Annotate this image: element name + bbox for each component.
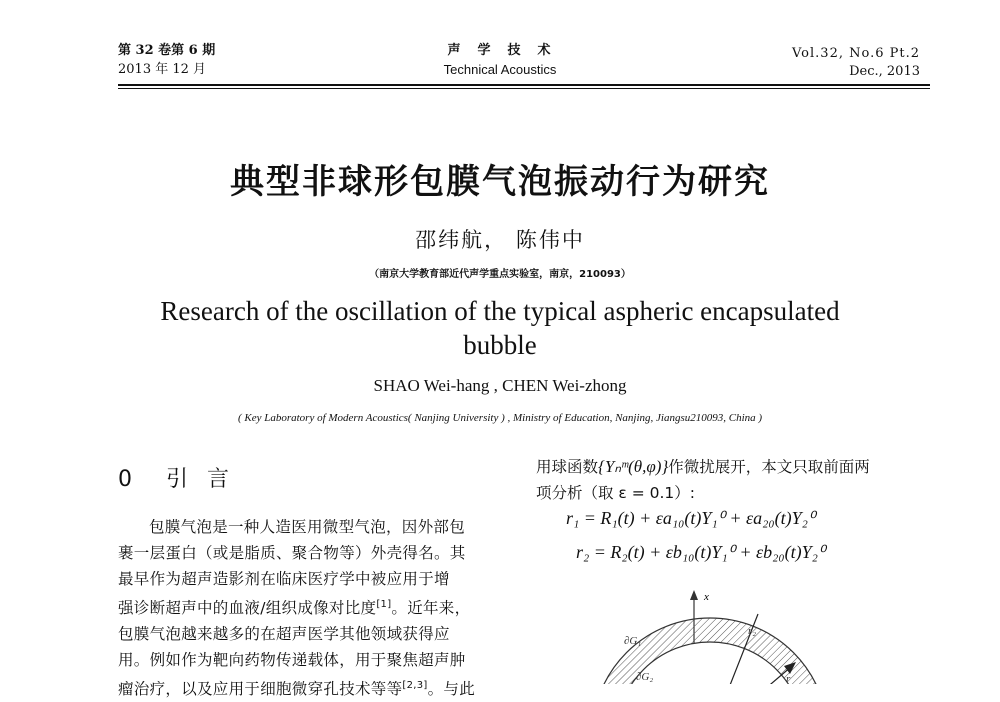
header-volume-cn: 第 32 卷第 6 期: [118, 43, 216, 58]
affiliation-cn: （南京大学教育部近代声学重点实验室，南京，210093）: [369, 269, 631, 280]
authors-cn: 邵纬航， 陈伟中: [415, 228, 585, 252]
bubble-figure: [600, 586, 860, 684]
section-heading: 0 引 言: [118, 467, 235, 492]
authors-en: SHAO Wei-hang , CHEN Wei-zhong: [373, 376, 627, 395]
header-date-en: Dec., 2013: [849, 64, 920, 79]
header-rule-thick: [118, 84, 930, 86]
label-r: r: [786, 673, 791, 684]
header-journal-cn: 声 学 技 术: [447, 43, 553, 58]
intro-text: 瘤治疗，以及应用于细胞微穿孔技术等等: [118, 680, 403, 699]
intro-text: 强诊断超声中的血液/组织成像对比度: [118, 599, 377, 618]
right-line: 项分析（取 ε = 0.1）:: [536, 484, 696, 502]
header-date-cn: 2013 年 12 月: [118, 62, 207, 77]
right-line: [536, 454, 936, 480]
label-r2: r₂: [748, 625, 757, 637]
label-g2: ∂G₂: [636, 671, 654, 683]
paper-title-en-line2: bubble: [463, 330, 537, 360]
intro-text: 。近年来，: [391, 599, 471, 618]
header-rule-thin: [118, 88, 930, 89]
right-text-suffix: 作微扰展开，本文只取前面两: [668, 458, 870, 476]
paper-title-en: [150, 294, 850, 362]
intro-text: 。与此: [427, 680, 476, 699]
axis-arrow-icon: [690, 590, 698, 600]
bubble-diagram: [600, 586, 860, 684]
header-journal-en: Technical Acoustics: [443, 62, 557, 77]
paper-title-en-line1: Research of the oscillation of the typical aspheric encapsulated: [160, 296, 840, 326]
equation-r2: r₂ = R₂(t) + εb₁₀(t)Y₁⁰ + εb₂₀(t)Y₂⁰: [576, 542, 826, 562]
intro-paragraph: [118, 514, 508, 702]
equation-r1: r₁ = R₁(t) + εa₁₀(t)Y₁⁰ + εa₂₀(t)Y₂⁰: [566, 508, 816, 528]
header-volume-en: Vol.32, No.6 Pt.2: [791, 46, 920, 61]
affiliation-en: ( Key Laboratory of Modern Acoustics( Nanjing University ) , Ministry of Education, Nanjing, Jiangsu210093, China ): [237, 412, 763, 424]
right-text-prefix: 用球函数: [536, 458, 599, 476]
intro-line: [118, 592, 508, 621]
citation-ref: [1]: [376, 599, 392, 610]
intro-line: 用。例如作为靶向药物传递载体，用于聚焦超声肿: [118, 651, 466, 670]
spherical-function: {Yₙᵐ(θ,φ)}: [598, 457, 669, 476]
paper-title-cn: 典型非球形包膜气泡振动行为研究: [230, 162, 770, 202]
intro-line: 裹一层蛋白（或是脂质、聚合物等）外壳得名。其: [118, 544, 466, 562]
right-column-text: [536, 454, 936, 506]
intro-line: 最早作为超声造影剂在临床医疗学中被应用于增: [118, 570, 450, 588]
axis-label: x: [704, 591, 709, 603]
label-g1: ∂G₁: [624, 635, 642, 647]
intro-line: [118, 673, 508, 702]
intro-line: 包膜气泡越来越多的在超声医学其他领域获得应: [118, 625, 450, 644]
citation-ref: [2,3]: [402, 680, 428, 692]
intro-line: 包膜气泡是一种人造医用微型气泡，因外部包: [149, 518, 466, 536]
